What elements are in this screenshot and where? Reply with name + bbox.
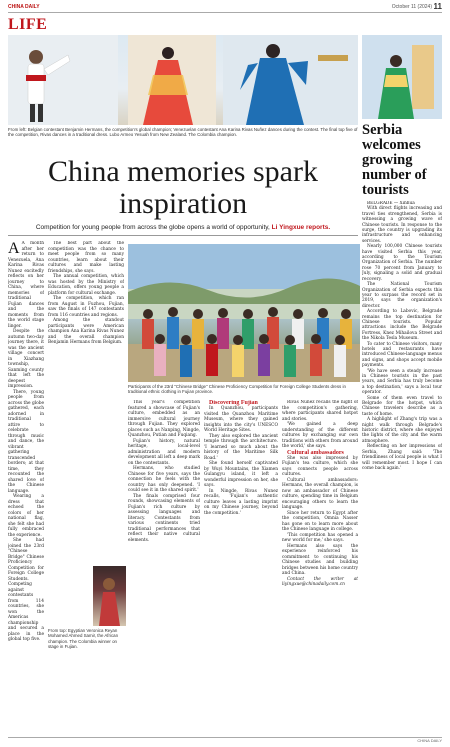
subhead: Cultural ambassadors — [287, 449, 344, 456]
page-header — [8, 2, 442, 13]
side-paragraph: Reflecting on her impressions of Serbia, Zhang said: 'The friendliness of local people is what I will remember most. I hope I can come back again.' — [362, 444, 442, 471]
side-paragraph: BELGRADE — Xinhua — [367, 201, 415, 206]
page-number: 11 — [433, 2, 442, 11]
page-footer — [8, 737, 442, 744]
side-paragraph: With direct flights increasing and travel ties strengthened, Serbia is witnessing a growing wave of Chinese tourists. In response to the surge, the country is upgrading its infrastructure and enhancing services. — [362, 206, 442, 244]
article-column-3 — [128, 400, 200, 740]
paragraph: Rivas Nunez recalls the night of the competition's gathering, where participants shared hotpot and stories. — [282, 400, 358, 422]
paragraph: Hermans, who studied Chinese for five years, says the connection he feels with the country has only deepened. 'I could see it in the shared spirit.' — [128, 466, 200, 493]
paragraph: She found herself captivated by Wuyi Mountains, the Xiamen Gulangyu island, it left a wonderful impression on her, she says. — [204, 461, 278, 488]
paragraph: Since her return to Egypt after the competition, Omnia Nasser has gone on to learn more about the Chinese language in college. — [282, 510, 358, 532]
group-photo — [128, 244, 360, 382]
paragraph: The annual competition, which was hosted by the Ministry of Education, offers young people a platform for cultural exchange. — [48, 274, 124, 296]
side-paragraph: 'We have seen a steady increase in Chinese tourists in the past years, and Serbia has truly become a top destination,' says a local tour operator. — [362, 368, 442, 396]
paragraph: Hermans also says the experience reinforced his commitment to continuing his Chinese studies and building bridges between his home country and China. — [282, 543, 358, 576]
side-headline: Serbia welcomes growing number of tourists — [362, 122, 427, 198]
paragraph: In Ningde, Rivas Nunez recalls, 'Fujian's authentic culture leaves a lasting imprint on my Chinese journey, beyond the competition.' — [204, 488, 278, 516]
small-photo-caption: From top: Egyptian Veronica Reyan Mohamed Ahmed Samir, the African champion. The Colombia winner on stage in Fujian. — [48, 628, 119, 650]
paragraph: 'We gained a deep understanding of the different cultures by exchanging our own traditions with others from around the world,' she says. — [282, 422, 358, 449]
article-column-5 — [282, 400, 358, 740]
side-body — [362, 201, 442, 679]
section-label: LIFE — [8, 16, 48, 33]
drop-cap: A — [8, 241, 20, 257]
side-paragraph: A highlight of Zhang's trip was a night walk through Belgrade's historic district, where she enjoyed the lights of the city and the warm atmosphere. — [362, 417, 442, 444]
contact-line: Contact the writer at liyingxue@chinadaily.com.cn — [282, 576, 358, 587]
side-photo — [362, 35, 442, 119]
top-photo-strip — [8, 35, 358, 125]
contestants-photo — [8, 35, 358, 125]
article-column-1 — [8, 241, 44, 741]
footer-label: CHINA DAILY — [417, 738, 442, 743]
small-portrait-photo — [93, 566, 126, 626]
main-headline: China memories spark inspiration — [48, 155, 318, 220]
paragraph: This year's competition featured a showcase of Fujian's culture, embedded as an immersive cultural journey through Fujian. They explored places such as Nanping, Ningde, Quanzhou, Putian and Fuqiang. — [128, 400, 200, 438]
paragraph: Wearing a dress that echoed the colors of her national flag, she felt she had fully embraced the experience. — [8, 494, 44, 538]
side-paragraph: According to Labovic, Belgrade remains the top destination for Chinese tourists. Popular attractions include the Belgrade Fortress, Knez Mihailova Street and the Nikola Tesla Museum. — [362, 309, 442, 342]
paragraph: The competition, which ran from August in Fuzhou, Fujian, saw the finals of 147 contestants from 116 countries and regions. — [48, 296, 124, 318]
group-photo-image — [128, 244, 360, 382]
paragraph: A month after her return to Venezuela, Ana Karina Rivas Nunez excitedly reflects on her journey to China, where memories of traditional Fujian dances and the moments from the world stage linger. — [8, 241, 44, 329]
portrait-image — [93, 566, 126, 626]
side-story — [362, 35, 442, 679]
paragraph: 'This competition has opened a new world for me,' she says. — [282, 532, 358, 543]
deck — [8, 224, 358, 231]
deck-author: Li Yingxue reports. — [271, 224, 331, 231]
issue-date: October 11 (2024) — [391, 4, 432, 10]
paragraph: Cultural ambassadors: Hermans, the overall champion, is now an ambassador of Chinese culture, spending time in Belgium encouraging others to learn the language. — [282, 477, 358, 510]
side-paragraph: The National Tourism Organization of Serbia expects this year to surpass the record set in 2019, says the organization's director. — [362, 282, 442, 309]
top-photo-caption: From left: Belgian contestant Benjamin Hermans, the competition's global champion; Venezuelan contestant Ana Karina Rivas Nuñez dances during the contest. The final top five of the competition, Rivas dances in a traditional dress. Lubo Armeo Yesuah from New Zealand. The Colombia champion. — [8, 127, 358, 138]
masthead-logo: CHINA DAILY — [8, 4, 40, 10]
side-paragraph: To cater to Chinese visitors, many hotels and restaurants have introduced Chinese-language menus and signs, and shops accept mobile payments. — [362, 341, 442, 369]
deck-text: Competition for young people from across the globe opens a world of opportunity, — [35, 224, 270, 231]
divider — [8, 235, 358, 236]
side-paragraph: Some of them even travel to Belgrade for the hotpot, which Chinese travelers describe as a taste of home. — [362, 395, 442, 417]
paragraph: There, young people from across the globe gathered, each adorned in traditional attire to celebrate through music and dance, the vibrant gathering transcended borders; at that time, they recounted the shared love of the Chinese language. — [8, 389, 44, 494]
paragraph: The best part about the competition was the chance to meet people from so many countries, learn about their cultures and make lasting friendships, she says. — [48, 241, 124, 274]
article-column-4 — [204, 400, 278, 740]
serbia-photo — [362, 35, 442, 119]
paragraph: Among the standout participants were American champion Ana Karina Rivas Nunez and the overall champion Benjamin Hermans from Belgium. — [48, 318, 124, 345]
paragraph: Fujian's history, natural heritage, local-level administration and modern development all left a deep mark on the contestants. — [128, 438, 200, 466]
paragraph: She had joined the 23rd "Chinese Bridge" Chinese Proficiency Competition for Foreign College Students. Competing against contestants from 114 countries, she won the Americas championship and secured a place in the global top five. — [8, 538, 44, 642]
article-column-2 — [48, 241, 124, 741]
paragraph: They also explored the ancient temple through the architecture. 'I learned so much about the history of the Maritime Silk Road.' — [204, 433, 278, 461]
paragraph: The finals comprised four rounds, showcasing elements of Fujian's rich culture by assessing languages and literacy. Contestants from various continents tried traditional performances that reflect their native cultural elements. — [128, 493, 200, 543]
paragraph: Despite the autumn two-day journey there, it was the ancient village concert in Xiazhang township, Sanming county that left the deepest impression. — [8, 329, 44, 389]
side-paragraph: Nearly 100,000 Chinese tourists have visited Serbia this year, according to the Tourism Organization of Serbia. The number rose 70 percent from January to July, signaling a solid and gradual recovery. — [362, 244, 442, 282]
paragraph: She was also impressed by Fujian's tea culture, which she says connects people across cultures. — [282, 455, 358, 477]
group-photo-caption: Participants of the 23rd "Chinese Bridge" Chinese Proficiency Competition for Foreign College Students dress in traditional ethnic clothing in Fujian province. — [128, 384, 346, 395]
paragraph: In Quanzhou, participants visited the Quanzhou Maritime Museum, where they gained insights into the city's UNESCO World Heritage Sites. — [204, 406, 278, 433]
subhead: Discovering Fujian — [209, 400, 258, 406]
